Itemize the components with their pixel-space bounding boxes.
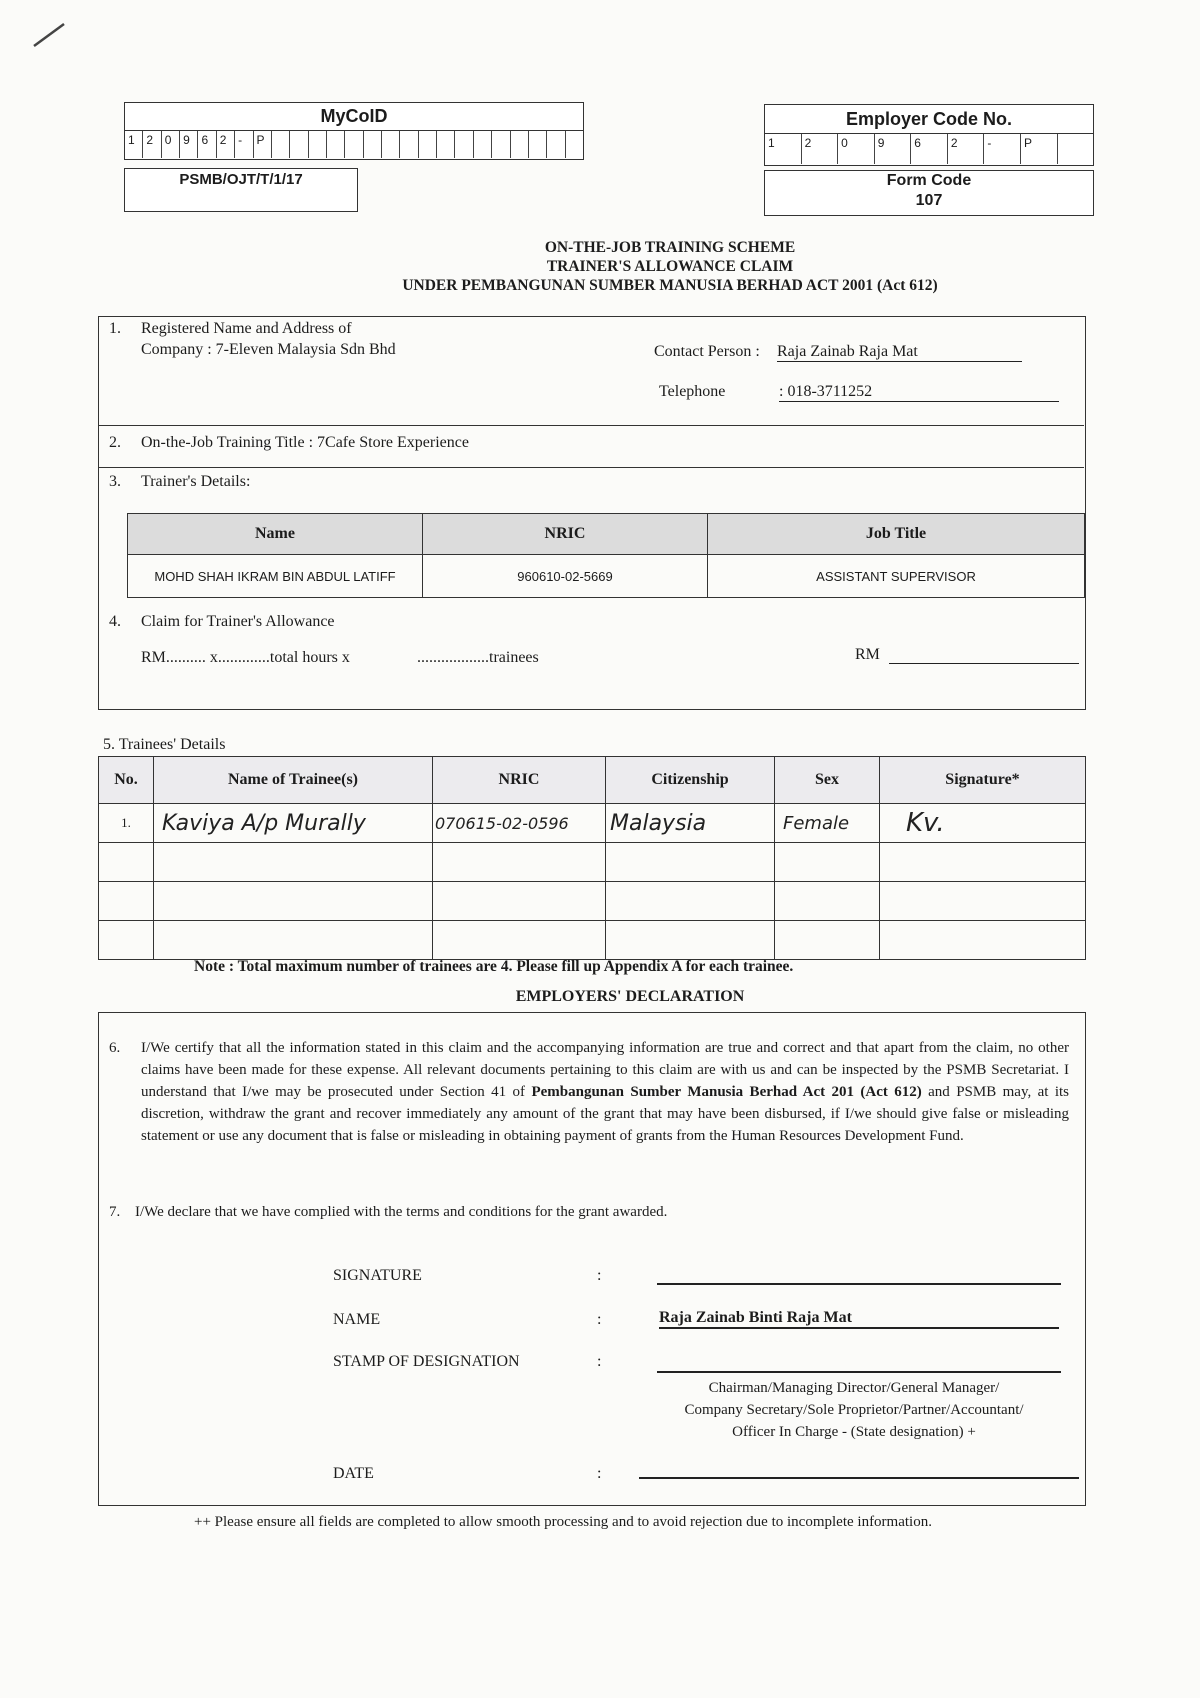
heading-line-1: ON-THE-JOB TRAINING SCHEME [544,239,796,256]
trainer-nric: 960610-02-5669 [423,555,708,598]
signature-colon: : [597,1267,602,1284]
mycoid-digit [419,131,437,158]
employer-code-digit: 2 [948,134,985,164]
section-4-number: 4. [109,613,121,630]
signatory-name: Raja Zainab Binti Raja Mat [659,1309,1059,1329]
designation-line-1: Chairman/Managing Director/General Manager/ [708,1380,1000,1396]
employer-code-digit: 1 [765,134,802,164]
mycoid-digit [290,131,308,158]
trainee-no [99,921,154,960]
heading-line-2: TRAINER'S ALLOWANCE CLAIM [546,258,794,275]
mycoid-digit: 1 [125,131,143,158]
name-label: NAME [333,1311,381,1328]
trainee-citizenship [606,882,775,921]
trainer-table-header [128,514,1085,555]
date-label: DATE [333,1465,374,1482]
trainee-name [154,882,433,921]
signature-line [657,1283,1061,1285]
allowance-rm-label: RM [855,646,880,663]
trainee-nric [433,882,606,921]
sections-1-4-box [98,316,1086,710]
section-3-label: Trainer's Details: [141,473,251,490]
mycoid-digit: 2 [143,131,161,158]
designation-line-3: Officer In Charge - (State designation) + [732,1424,976,1440]
table-row [99,804,1086,843]
trainees-table [98,756,1086,960]
trainee-header-signature: Signature* [880,757,1086,804]
designation-list [619,1377,1089,1443]
contact-person-value: Raja Zainab Raja Mat [777,343,1022,362]
form-code-label: Form Code [886,172,972,189]
trainee-sex: Female [775,804,880,843]
trainer-row [128,555,1085,598]
trainee-citizenship [606,921,775,960]
mycoid-digit [272,131,290,158]
stamp-colon: : [597,1353,602,1370]
trainee-name [154,843,433,882]
employer-code-digit: 2 [802,134,839,164]
declaration-act-name: Pembangunan Sumber Manusia Berhad Act 201 (Act 612) [531,1084,922,1100]
employer-code-digit: 0 [838,134,875,164]
reference-code [124,168,358,212]
employer-code-digit [1058,134,1094,164]
allowance-rm-line [889,663,1079,664]
employer-code-digit: P [1021,134,1058,164]
telephone-label: Telephone [659,383,726,400]
employer-code-title: Employer Code No. [845,109,1013,129]
declaration-item-7-number: 7. [109,1204,121,1220]
mycoid-digit: 9 [180,131,198,158]
mycoid-digit [511,131,529,158]
trainee-citizenship [606,843,775,882]
reference-code-text: PSMB/OJT/T/1/17 [179,171,303,188]
trainee-nric [433,843,606,882]
employer-code-digit: 9 [875,134,912,164]
trainee-nric: 070615-02-0596 [433,804,606,843]
stamp-label: STAMP OF DESIGNATION [333,1353,520,1370]
trainees-table-header [99,757,1086,804]
declaration-item-6-text-a: I/We certify that all the information stated in this claim and the accompanying information are true and correct and that apart from the claim, no other claims have been made for these expense. All relevant documents pertaining to this claim are with us and can be inspected by the PSMB Secretariat. I understand that I/we may be prosecuted under Section 41 of [141,1040,1069,1100]
mycoid-title: MyCoID [320,106,388,126]
declaration-item-6 [141,1037,1069,1147]
trainee-citizenship: Malaysia [606,804,775,843]
section-1-label: Registered Name and Address of [141,320,352,337]
mycoid-digit [345,131,363,158]
trainee-sex [775,921,880,960]
trainer-details-table [127,513,1085,598]
date-line [639,1477,1079,1479]
mycoid-digit [547,131,565,158]
mycoid-digit: P [254,131,272,158]
form-code-box [764,170,1094,216]
mycoid-digit: 0 [162,131,180,158]
trainee-header-name: Name of Trainee(s) [154,757,433,804]
mycoid-digit [566,131,583,158]
table-row [99,882,1086,921]
trainer-name: MOHD SHAH IKRAM BIN ABDUL LATIFF [128,555,423,598]
mycoid-digit: - [235,131,253,158]
employer-code-digits [765,133,1093,164]
designation-line-2: Company Secretary/Sole Proprietor/Partner/Accountant/ [684,1402,1024,1418]
trainee-no: 1. [99,804,154,843]
trainee-header-sex: Sex [775,757,880,804]
mycoid-digit [400,131,418,158]
mycoid-digit [364,131,382,158]
employer-code-digit: - [984,134,1021,164]
employer-code-digit: 6 [911,134,948,164]
section-5-label: 5. Trainees' Details [103,736,226,753]
declaration-item-6-text-b: and PSMB may, at its discretion, withdraw the grant and recover immediately any amount of the grant that may have been disbursed, if I/we should give false or misleading statement or use any document that is false or misleading in obtaining payment of grants from the Human Resources Development Fund. [141,1084,1069,1144]
declaration-title: EMPLOYERS' DECLARATION [515,988,745,1005]
table-row [99,921,1086,960]
trainee-header-no: No. [99,757,154,804]
trainee-limit-note: Note : Total maximum number of trainees are 4. Please fill up Appendix A for each trainee. [194,958,794,975]
mycoid-digit: 2 [217,131,235,158]
mycoid-digit [327,131,345,158]
mycoid-digit [309,131,327,158]
trainee-signature [880,843,1086,882]
allowance-trainees: ..................trainees [417,649,539,666]
name-colon: : [597,1311,602,1328]
trainee-signature [880,882,1086,921]
heading-line-3: UNDER PEMBANGUNAN SUMBER MANUSIA BERHAD ACT 2001 (Act 612) [402,277,938,294]
trainee-signature [880,921,1086,960]
section-1 [99,317,1084,426]
form-heading [300,238,1040,295]
trainee-sex [775,843,880,882]
declaration-box [98,1012,1086,1506]
trainee-sex [775,882,880,921]
training-title: On-the-Job Training Title : 7Cafe Store Experience [141,434,469,451]
employer-code-box [764,104,1094,166]
date-colon: : [597,1465,602,1482]
mycoid-digits [125,130,583,158]
form-code-value: 107 [915,192,943,209]
telephone-value: : 018-3711252 [779,383,1059,402]
mycoid-digit [455,131,473,158]
mycoid-digit [437,131,455,158]
table-row [99,843,1086,882]
trainee-header-citizenship: Citizenship [606,757,775,804]
trainee-no [99,882,154,921]
mycoid-digit [382,131,400,158]
pen-mark [30,20,70,50]
mycoid-box [124,102,584,160]
section-2-number: 2. [109,434,121,451]
section-3-number: 3. [109,473,121,490]
trainer-header-nric: NRIC [423,514,708,555]
contact-person-label: Contact Person : [654,343,760,360]
trainee-no [99,843,154,882]
mycoid-digit [492,131,510,158]
trainee-header-nric: NRIC [433,757,606,804]
trainer-job-title: ASSISTANT SUPERVISOR [708,555,1085,598]
declaration-item-6-number: 6. [109,1040,121,1056]
stamp-line [657,1371,1061,1373]
footer-note: ++ Please ensure all fields are completed to allow smooth processing and to avoid rejection due to incomplete information. [194,1514,932,1530]
trainer-header-job-title: Job Title [708,514,1085,555]
section-1-number: 1. [109,320,121,337]
declaration-item-7: I/We declare that we have complied with the terms and conditions for the grant awarded. [135,1204,668,1220]
section-4-label: Claim for Trainer's Allowance [141,613,335,630]
allowance-formula: RM.......... x.............total hours x [141,649,350,666]
mycoid-digit: 6 [198,131,216,158]
trainee-nric [433,921,606,960]
company-name: Company : 7-Eleven Malaysia Sdn Bhd [141,341,396,358]
section-2 [99,425,1084,468]
mycoid-digit [474,131,492,158]
trainee-name: Kaviya A/p Murally [154,804,433,843]
trainer-header-name: Name [128,514,423,555]
trainee-name [154,921,433,960]
mycoid-digit [529,131,547,158]
signature-label: SIGNATURE [333,1267,422,1284]
trainee-signature: Kv. [880,804,1086,843]
